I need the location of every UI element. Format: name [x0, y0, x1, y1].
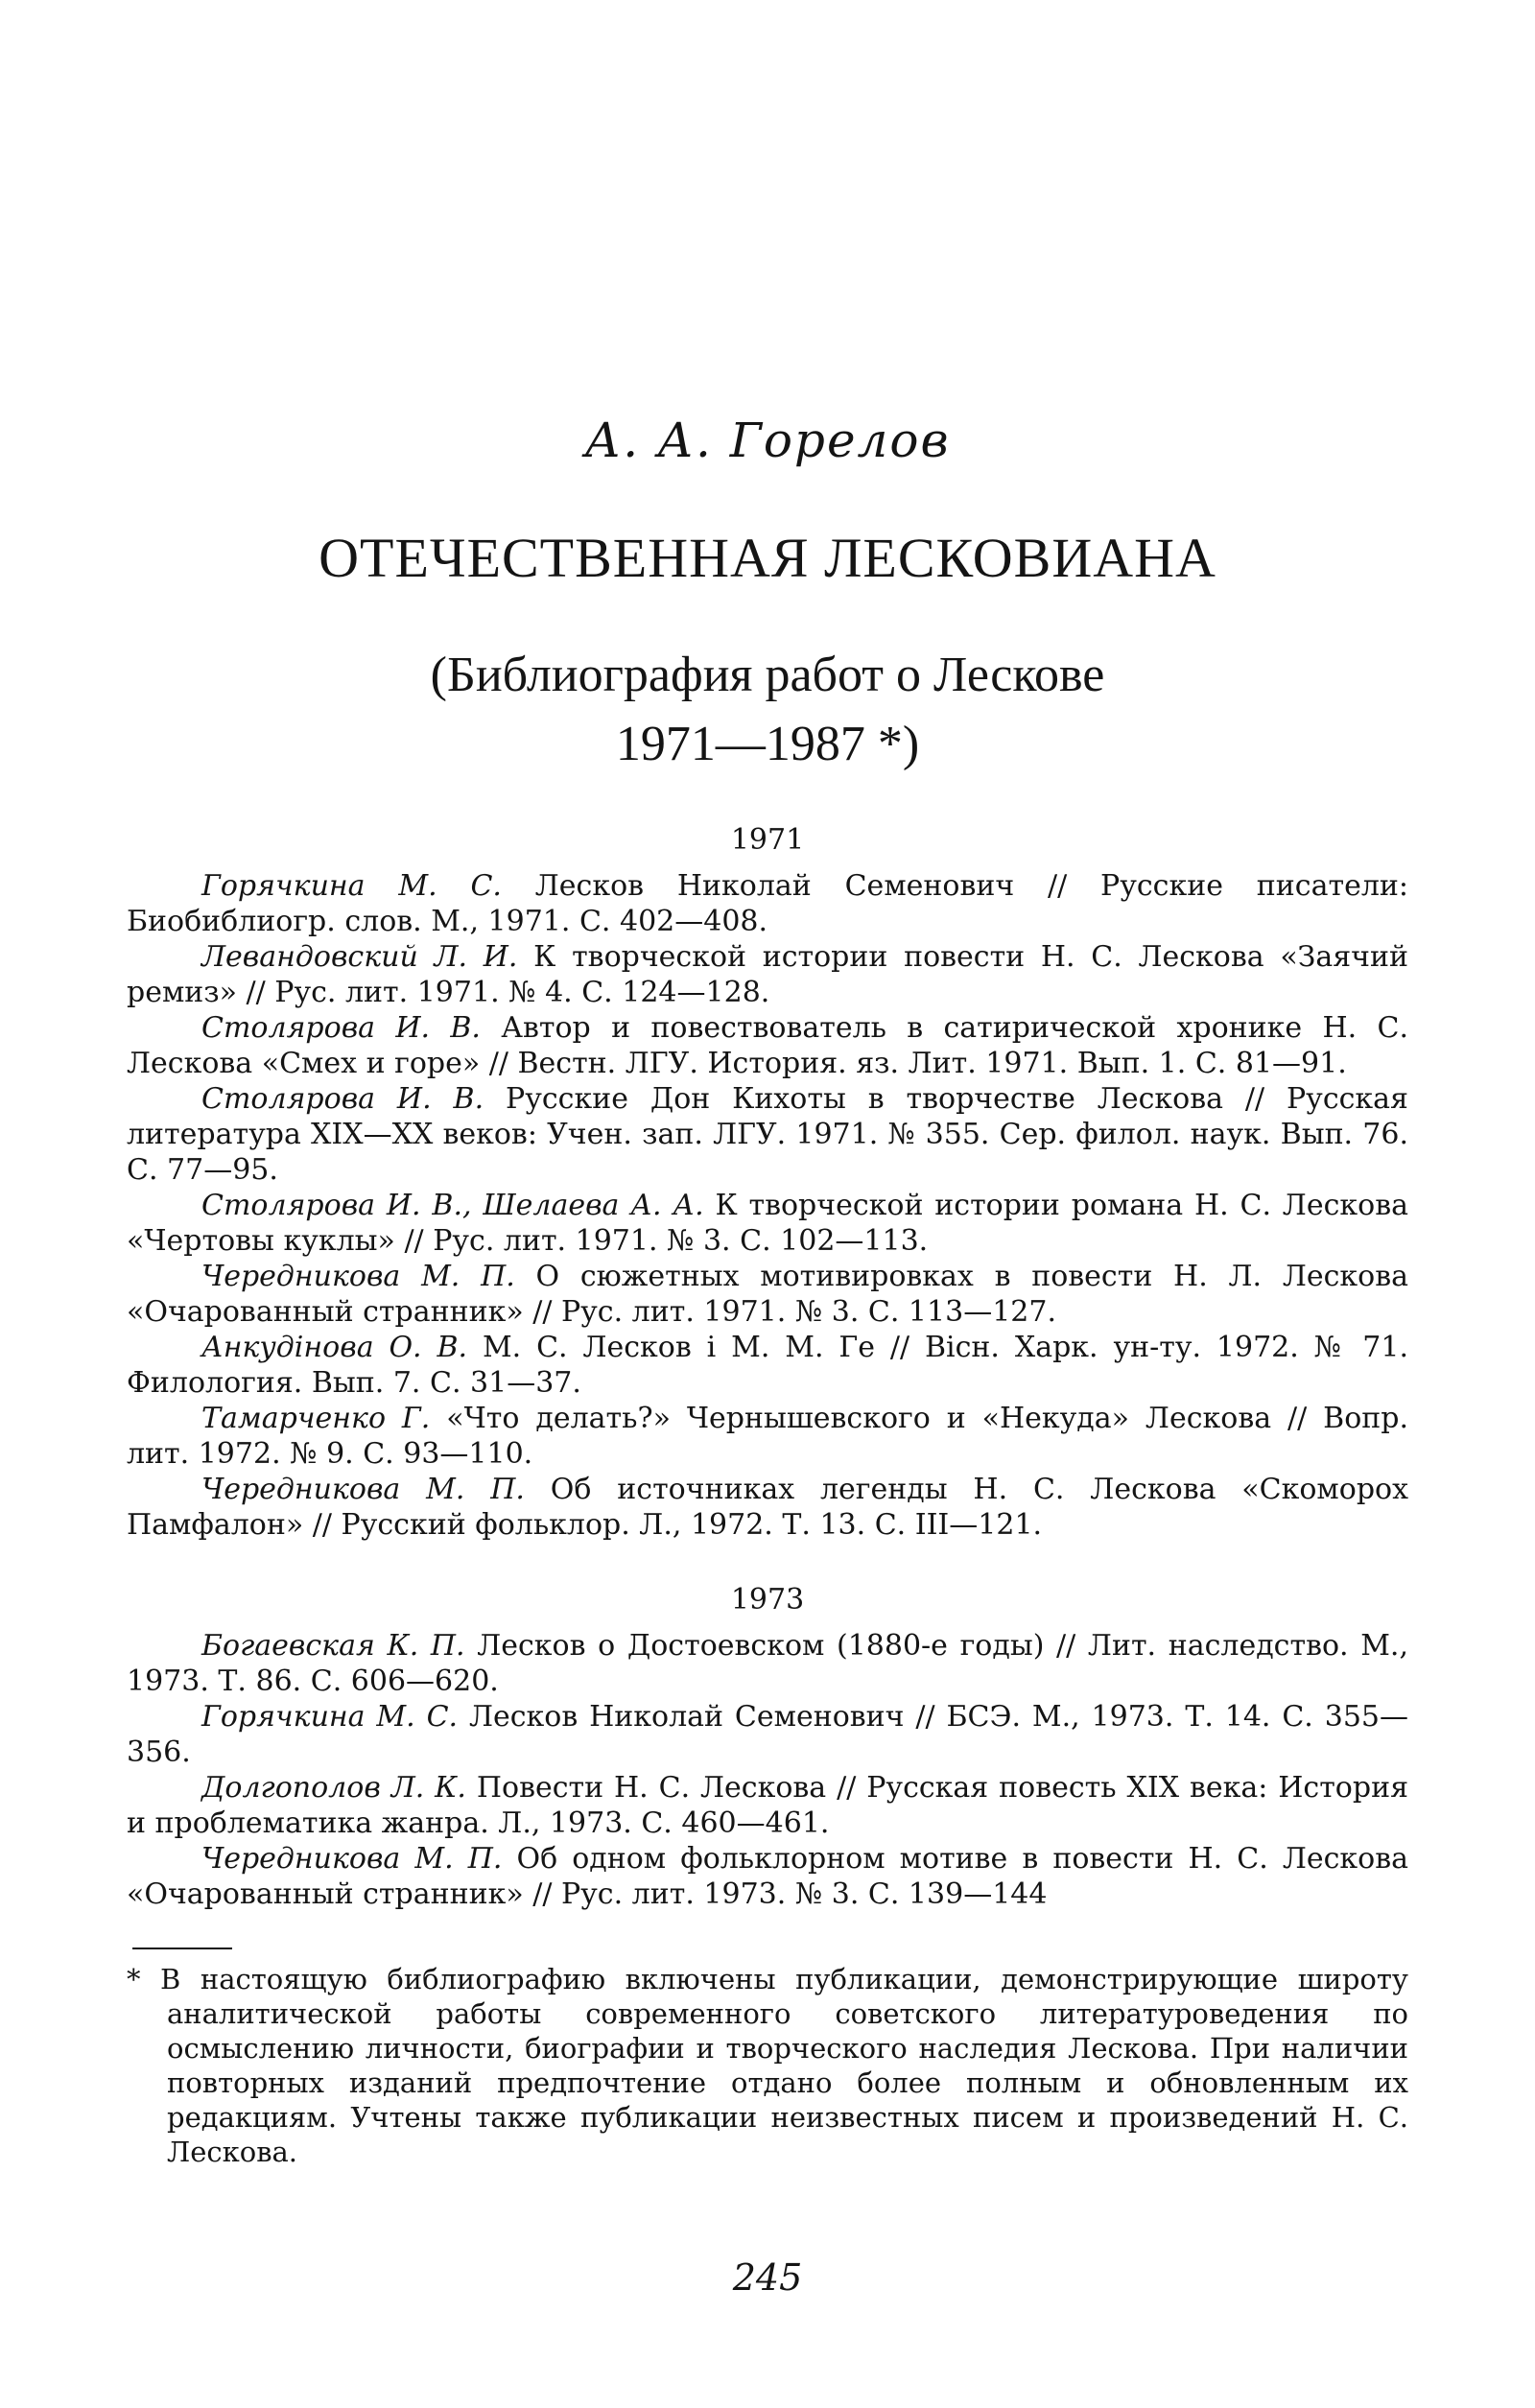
- subtitle-line: 1971—1987 *): [615, 717, 920, 771]
- entry-author: Горячкина М. С.: [201, 869, 502, 903]
- entry-author: Чередникова М. П.: [201, 1842, 503, 1876]
- article-title: ОТЕЧЕСТВЕННАЯ ЛЕСКОВИАНА: [319, 527, 1216, 589]
- bibliography-entry: [127, 1628, 1408, 1699]
- entry-author: Тамарченко Г.: [201, 1402, 431, 1435]
- entry-text: К творческой истории романа Н. С. Лескова «Чертовы куклы» // Рус. лит. 1971. № 3. С. 102—113.: [127, 1189, 1408, 1258]
- bibliography-entry: [127, 1841, 1408, 1912]
- entry-text: Автор и повествователь в сатирической хронике Н. С. Лескова «Смех и горе» // Вестн. ЛГУ. История. яз. Лит. 1971. Вып. 1. С. 81—91.: [127, 1011, 1408, 1080]
- entry-author: Горячкина М. С.: [201, 1700, 459, 1734]
- bibliography-entry: [127, 1188, 1408, 1259]
- bibliography-entry: [127, 1330, 1408, 1401]
- bibliography-entry: [127, 1259, 1408, 1330]
- entry-author: Столярова И. В.: [201, 1011, 481, 1045]
- bibliography-entry: [127, 1770, 1408, 1841]
- entry-text: Об источниках легенды Н. С. Лескова «Скоморох Памфалон» // Русский фольклор. Л., 1972. Т. 13. С. III—121.: [127, 1473, 1409, 1542]
- bibliography-list: [127, 868, 1408, 1543]
- entry-author: Столярова И. В., Шелаева А. А.: [201, 1189, 704, 1222]
- entry-text: Лесков Николай Семенович // Русские писатели: Биобиблиогр. слов. М., 1971. С. 402—408.: [127, 869, 1408, 938]
- entry-text: «Что делать?» Чернышевского и «Некуда» Лескова // Вопр. лит. 1972. № 9. С. 93—110.: [127, 1402, 1408, 1471]
- entry-author: Столярова И. В.: [201, 1082, 484, 1116]
- section-year-heading: 1971: [730, 823, 805, 857]
- entry-text: Лесков Николай Семенович // БСЭ. М., 1973. Т. 14. С. 355—356.: [127, 1700, 1408, 1769]
- entry-author: Чередникова М. П.: [201, 1260, 515, 1293]
- bibliography-entry: [127, 939, 1408, 1010]
- section-year-heading: 1973: [730, 1583, 805, 1617]
- entry-author: Чередникова М. П.: [201, 1473, 525, 1506]
- entry-author: Богаевская К. П.: [201, 1629, 465, 1663]
- entry-author: Анкудінова О. В.: [201, 1331, 468, 1364]
- footnote: * В настоящую библиографию включены публикации, демонстрирующие широту аналитической работы современного советского литературоведения по осмыслению личности, биографии и творческого наследия Лескова. При наличии повторных изданий предпочтение отдано более полным и обновленным их редакциям. Учтены также публикации неизвестных писем и произведений Н. С. Лескова.: [127, 1963, 1408, 2168]
- bibliography-entry: [127, 1081, 1408, 1188]
- entry-text: К творческой истории повести Н. С. Лескова «Заячий ремиз» // Рус. лит. 1971. № 4. С. 124—128.: [127, 940, 1409, 1009]
- footnote-divider: [132, 1948, 232, 1949]
- bibliography-entry: [127, 868, 1408, 939]
- article-subtitle: [0, 641, 1535, 779]
- entry-text: М. С. Лесков і М. М. Ге // Вісн. Харк. ун-ту. 1972. № 71. Филология. Вып. 7. С. 31—37.: [127, 1331, 1408, 1400]
- entry-text: О сюжетных мотивировках в повести Н. Л. Лескова «Очарованный странник» // Рус. лит. 1971. № 3. С. 113—127.: [127, 1260, 1408, 1329]
- entry-text: Русские Дон Кихоты в творчестве Лескова // Русская литература XIX—XX веков: Учен. зап. ЛГУ. 1971. № 355. Сер. филол. наук. Вып. 76. С. 77—95.: [127, 1082, 1408, 1187]
- entry-text: Об одном фольклорном мотиве в повести Н. С. Лескова «Очарованный странник» // Рус. лит. 1973. № 3. С. 139—144: [127, 1842, 1409, 1911]
- entry-author: Долгополов Л. К.: [201, 1771, 466, 1805]
- entry-author: Левандовский Л. И.: [201, 940, 518, 974]
- page-number: 245: [732, 2256, 803, 2299]
- subtitle-line: (Библиография работ о Лескове: [430, 648, 1105, 702]
- bibliography-list: [127, 1628, 1408, 1912]
- entry-text: Лесков о Достоевском (1880-е годы) // Лит. наследство. М., 1973. Т. 86. С. 606—620.: [127, 1629, 1408, 1698]
- bibliography-entry: [127, 1699, 1408, 1770]
- article-author: А. А. Горелов: [584, 413, 951, 468]
- bibliography-entry: [127, 1010, 1408, 1081]
- bibliography-entry: [127, 1401, 1408, 1472]
- entry-text: Повести Н. С. Лескова // Русская повесть XIX века: История и проблематика жанра. Л., 1973. С. 460—461.: [127, 1771, 1408, 1840]
- bibliography-entry: [127, 1472, 1408, 1543]
